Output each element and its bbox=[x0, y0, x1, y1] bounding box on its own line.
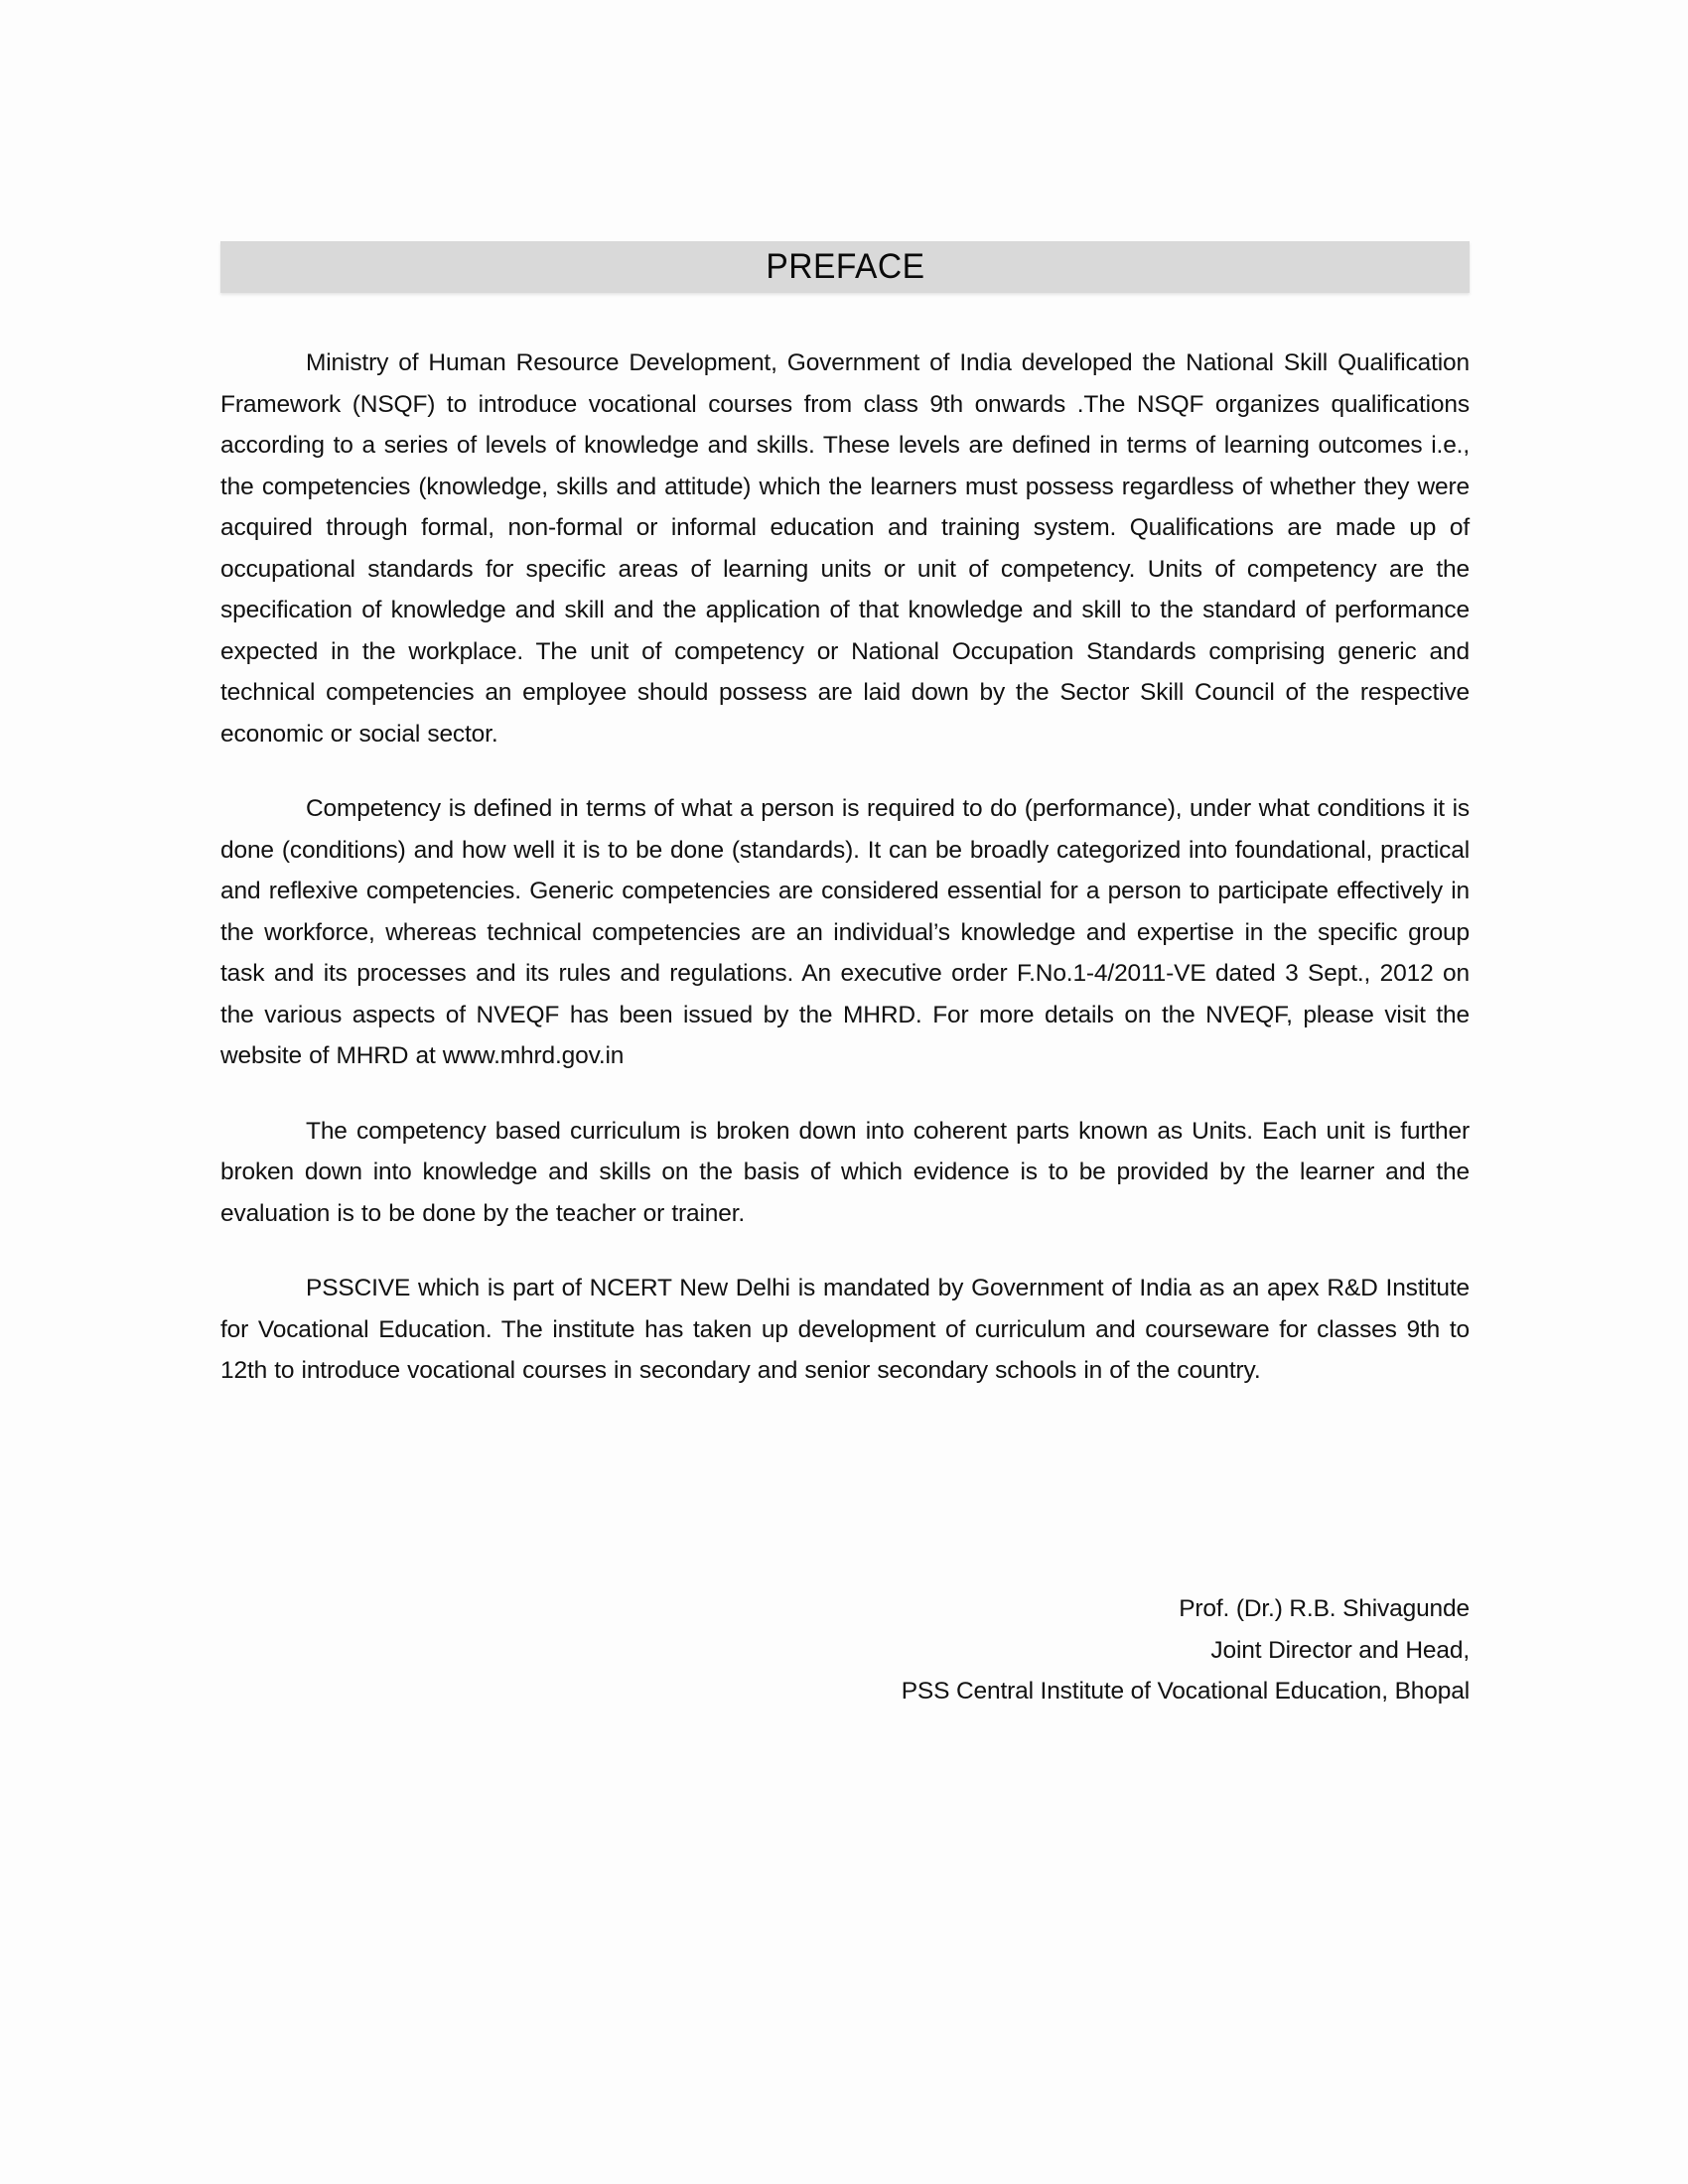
paragraph-4: PSSCIVE which is part of NCERT New Delhi is mandated by Government of India as an apex R&D Institute for Vocational Education. The institute has taken up development of curriculum and courseware for classes 9th to 12th to introduce vocational courses in secondary and senior secondary schools in of the country. bbox=[220, 1275, 1470, 1384]
page-title: PREFACE bbox=[765, 247, 925, 286]
signature-institution: PSS Central Institute of Vocational Education, Bhopal bbox=[901, 1678, 1470, 1705]
preface-title-banner bbox=[220, 241, 1470, 293]
signature-name: Prof. (Dr.) R.B. Shivagunde bbox=[1179, 1595, 1470, 1622]
preface-body bbox=[220, 342, 1470, 1392]
signature-block bbox=[220, 1588, 1470, 1712]
paragraph-1: Ministry of Human Resource Development, Government of India developed the National Skill Qualification Framework (NSQF) to introduce vocational courses from class 9th onwards .The NSQF organizes qualifications according to a series of levels of knowledge and skills. These levels are defined in terms of learning outcomes i.e., the competencies (knowledge, skills and attitude) which the learners must possess regardless of whether they were acquired through formal, non-formal or informal education and training system. Qualifications are made up of occupational standards for specific areas of learning units or unit of competency. Units of competency are the specification of knowledge and skill and the application of that knowledge and skill to the standard of performance expected in the workplace. The unit of competency or National Occupation Standards comprising generic and technical competencies an employee should possess are laid down by the Sector Skill Council of the respective economic or social sector. bbox=[220, 349, 1470, 748]
document-content bbox=[220, 241, 1470, 1392]
signature-designation: Joint Director and Head, bbox=[1210, 1636, 1470, 1664]
paragraph-3: The competency based curriculum is broken down into coherent parts known as Units. Each unit is further broken down into knowledge and skills on the basis of which evidence is to be provided by the learner and the evaluation is to be done by the teacher or trainer. bbox=[220, 1117, 1470, 1227]
paragraph-2: Competency is defined in terms of what a person is required to do (performance), under what conditions it is done (conditions) and how well it is to be done (standards). It can be broadly categorized into foundational, practical and reflexive competencies. Generic competencies are considered essential for a person to participate effectively in the workforce, whereas technical competencies are an individual’s knowledge and expertise in the specific group task and its processes and its rules and regulations. An executive order F.No.1-4/2011-VE dated 3 Sept., 2012 on the various aspects of NVEQF has been issued by the MHRD. For more details on the NVEQF, please visit the website of MHRD at www.mhrd.gov.in bbox=[220, 795, 1470, 1069]
